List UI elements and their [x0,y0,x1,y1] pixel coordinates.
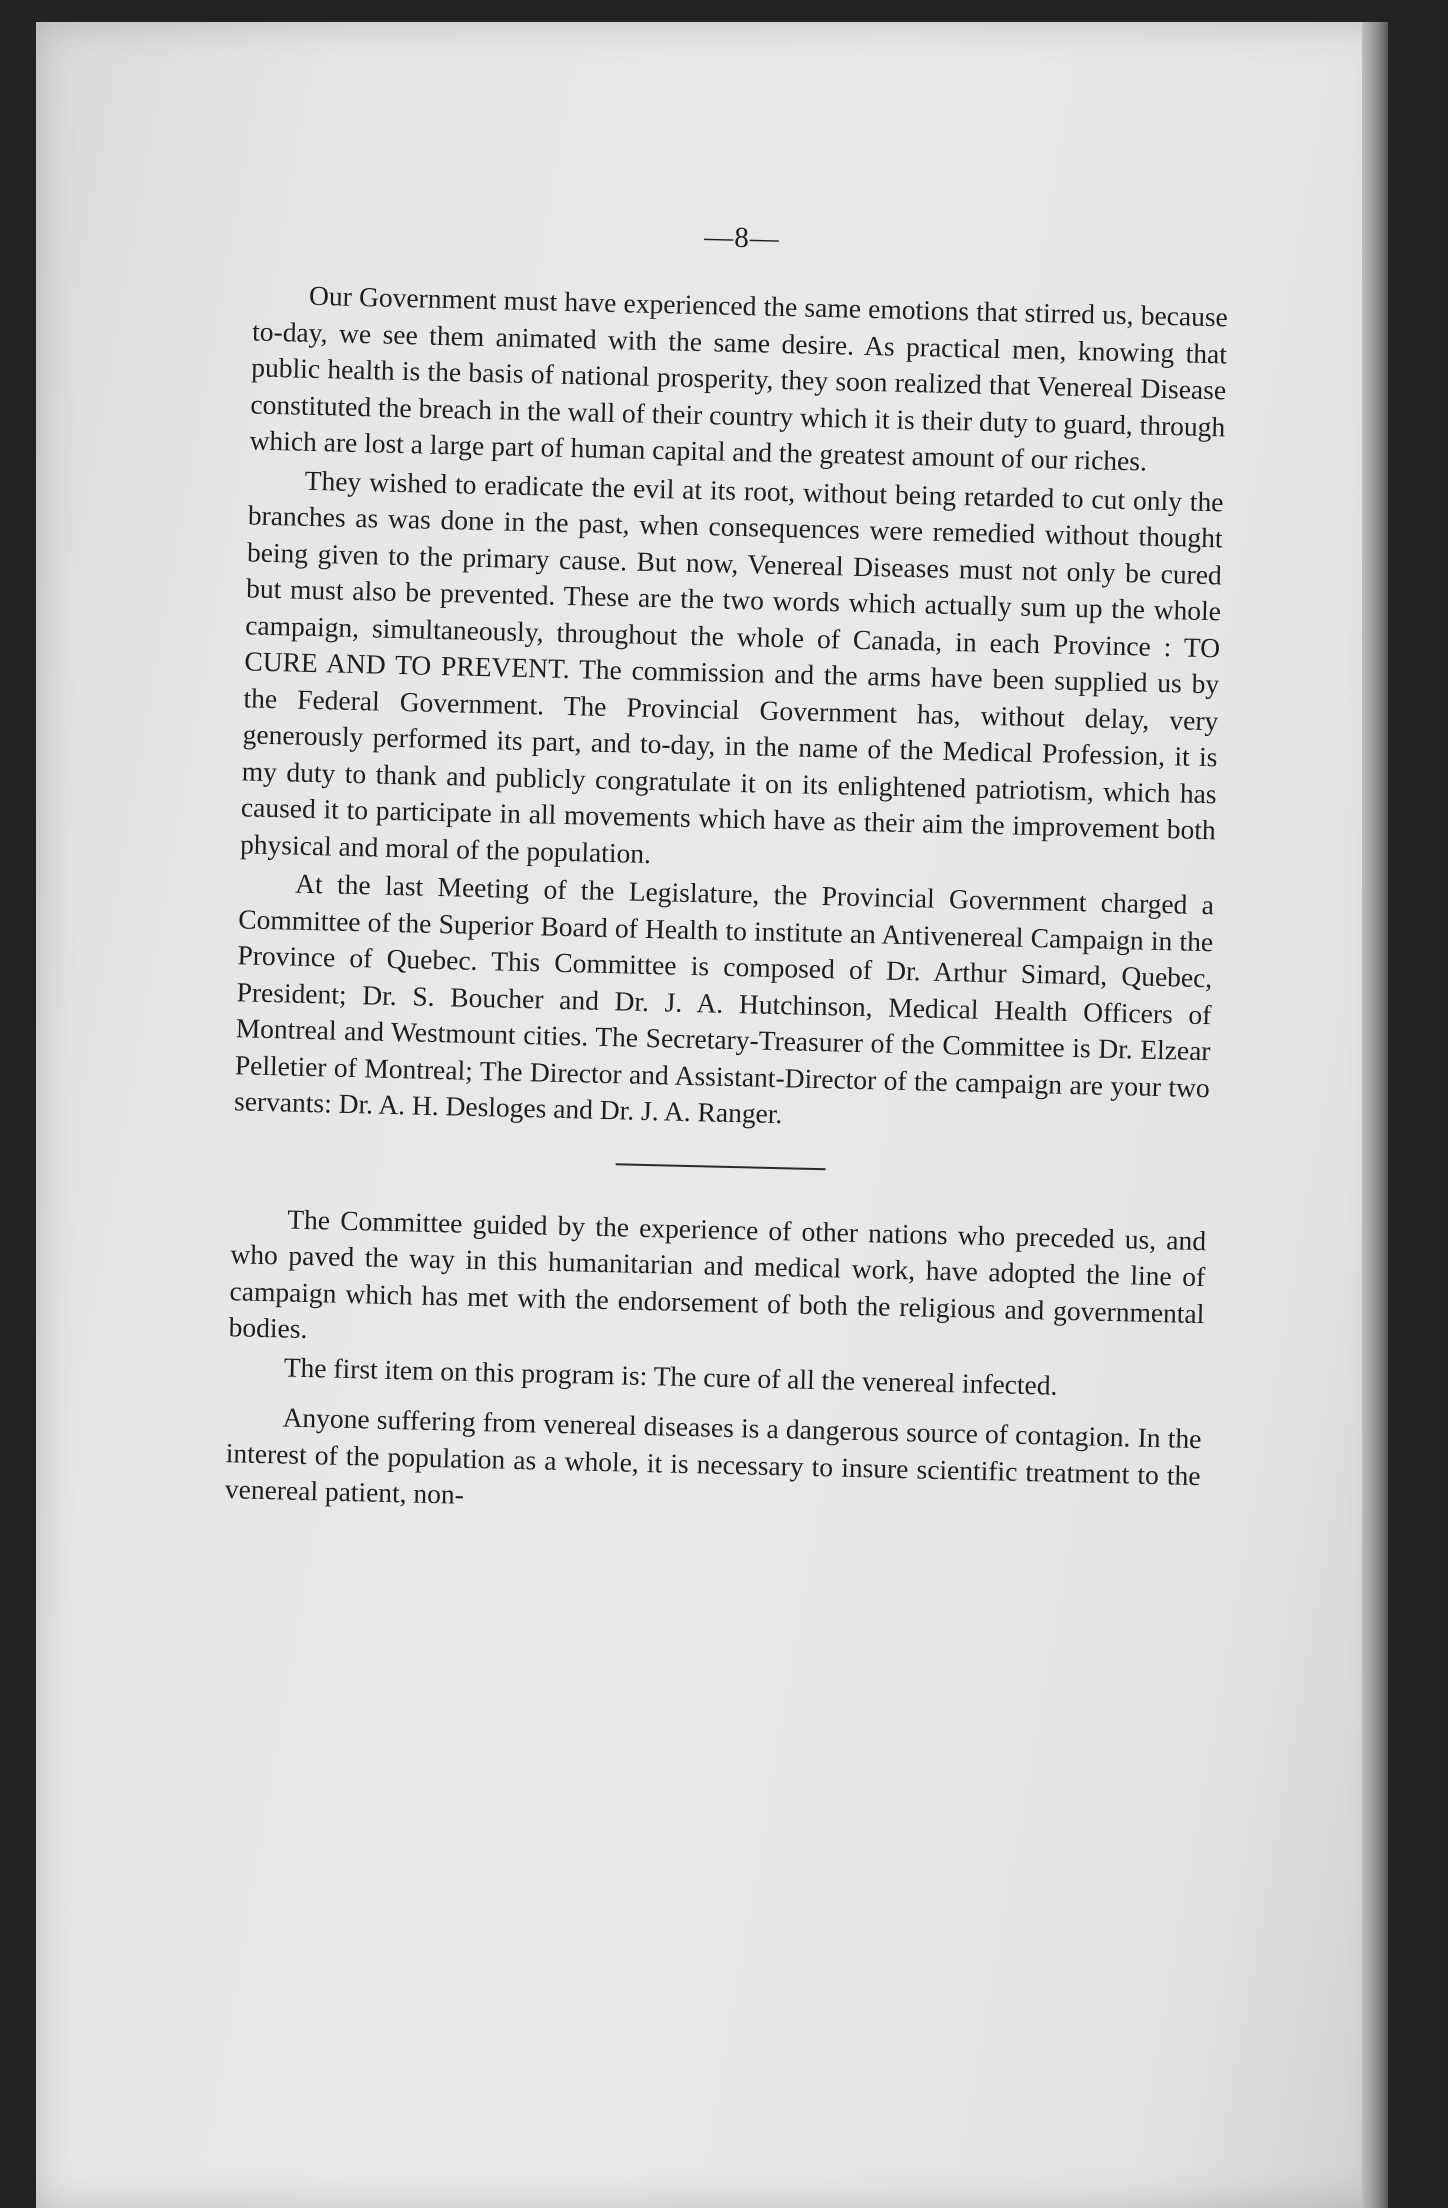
section-divider [615,1163,825,1170]
paragraph-committee-guided: The Committee guided by the experience of other nations who preceded us, and who paved the way in this humanitarian and medical work, have adopted the line of campaign which has met with the endorsement of both the religious and governmental bodies. [228,1203,1207,1345]
paragraph-government-emotions: Our Government must have experienced the same emotions that stirred us, because to-day, we see them animated with the same desire. As practical men, knowing that public health is the basis of national prosperity, they soon realized that Venereal Disease constituted the breach in the wall of their country which it is their duty to guard, through which are lost a large part of human capital and the greatest amount of our riches. [249,279,1229,477]
paragraph-eradicate-evil: They wished to eradicate the evil at its root, without being retarded to cut only the branches as was done in the past, when consequences were remedied without thought being given to the primary cause. But now, Venereal Diseases must not only be cured but must also be prevented. These are the two words which actually sum up the whole campaign, simultaneously, throughout the whole of Canada, in each Province : TO CURE AND TO PREVENT. The commission and the arms have been supplied us by the Federal Government. The Provincial Government has, without delay, very generously performed its part, and to-day, in the name of the Medical Profession, it is my duty to thank and publicly congratulate it on its enlightened patriotism, which has caused it to participate in all movements which have as their aim the improvement both physical and moral of the population. [239,464,1224,869]
page-edge-shadow [1362,22,1388,2208]
paragraph-legislature-committee: At the last Meeting of the Legislature, the Provincial Government charged a Committee of the Superior Board of Health to institute an Antivenereal Campaign in the Province of Quebec. This Committee is composed of Dr. Arthur Simard, Quebec, President; Dr. S. Boucher and Dr. J. A. Hutchinson, Medical Health Officers of Montreal and Westmount cities. The Secretary-Treasurer of the Committee is Dr. Elzear Pelletier of Montreal; The Director and Assistant-Director of the campaign are your two servants: Dr. A. H. Desloges and Dr. J. A. Ranger. [233,867,1215,1130]
page-number: —8— [703,221,781,255]
paragraph-first-item: The first item on this program is: The cure of all the venereal infected. [283,1351,1058,1401]
paragraph-contagion: Anyone suffering from venereal diseases is a dangerous source of contagion. In the interest of the population as a whole, it is necessary to insure scientific treatment to the venereal patient, non- [224,1401,1202,1510]
page-text-block [215,209,1230,1951]
